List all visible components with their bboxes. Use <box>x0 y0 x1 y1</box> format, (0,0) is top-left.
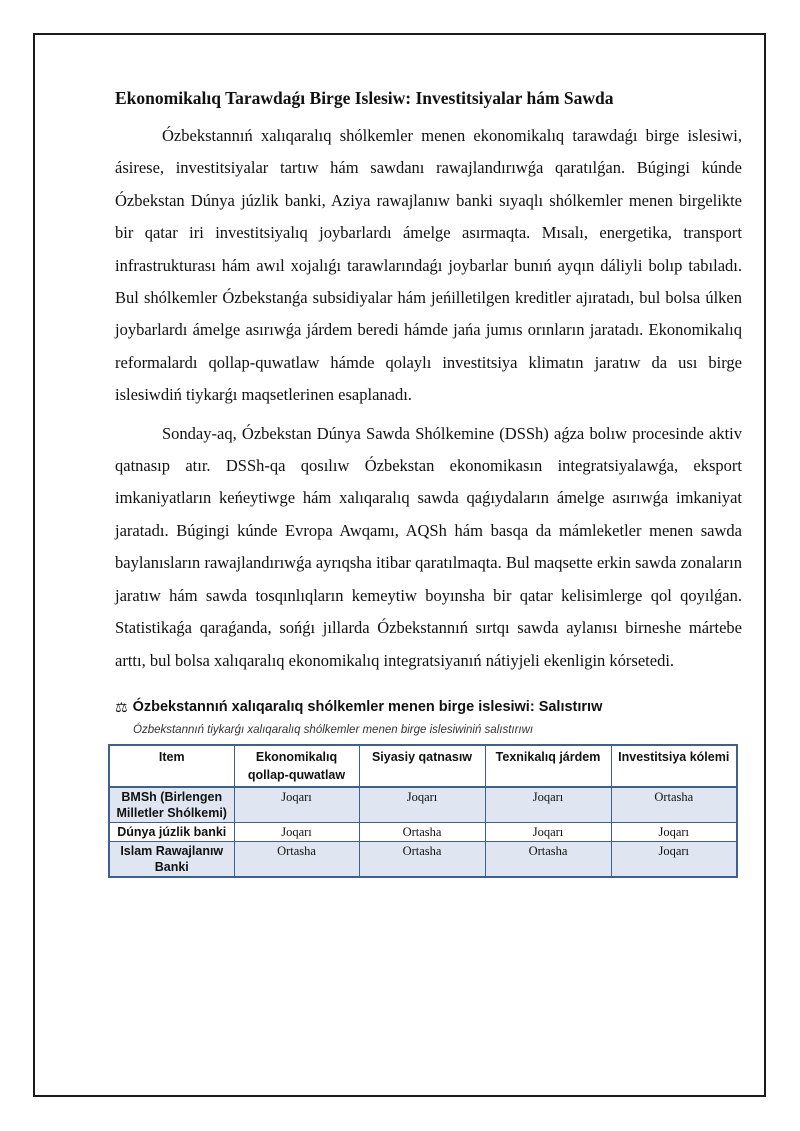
document-body <box>115 84 742 878</box>
paragraph-trade: Sonday-aq, Ózbekstan Dúnya Sawda Shólkemine (DSSh) aǵza bolıw procesinde aktiv qatnasıp atır. DSSh-qa qosılıw Ózbekstan ekonomikasın integratsiyalawǵa, eksport imkaniyatların keńeytiwge hám xalıqaralıq sawda qaǵıydaların ámelge asırıwǵa imkaniyat jaratadı. Búgingi kúnde Evropa Awqamı, AQSh hám basqa da mámleketler menen sawda baylanısların rawajlandırıwǵa ayrıqsha itibar qaratılmaqta. Bul maqsette erkin sawda zonaların jaratıw hám sawda tosqınlıqların kemeytiw boyınsha bir qatar kelisimlerge qol qoyılǵan. Statistikaǵa qaraǵanda, sońǵı jıllarda Ózbekstannıń sırtqı sawda aylanısı birneshe mártebe arttı, bul bolsa xalıqaralıq ekonomikalıq integratsiyanıń nátiyjeli ekenligin kórsetedi. <box>115 423 742 670</box>
table-cell: Ortasha <box>485 841 611 877</box>
row-header-cell: Islam Rawajlanıw Banki <box>109 841 234 877</box>
table-cell: Ortasha <box>234 841 359 877</box>
table-cell: Joqarı <box>485 787 611 823</box>
comparison-caption: Ózbekstannıń tiykarǵı xalıqaralıq shólkemler menen birge islesiwiniń salıstırıwı <box>133 723 534 736</box>
table-cell: Ortasha <box>611 787 737 823</box>
paragraph-investments: Ózbekstannıń xalıqaralıq shólkemler menen ekonomikalıq tarawdaǵı birge islesiwi, ásirese, investitsiyalar tartıw hám sawdanı rawajlandırıwǵa qaratılǵan. Búgingi kúnde Ózbekstan Dúnya júzlik banki, Aziya rawajlanıw banki sıyaqlı shólkemler menen birgelikte bir qatar iri investitsiyalıq joybarlardı ámelge asırmaqta. Mısalı, energetika, transport infrastrukturası hám awıl xojalıǵı tarawlarındaǵı joybarlar bunıń ayqın dáliyli bolıp tabıladı. Bul shólkemler Ózbekstanǵa subsidiyalar hám jeńilletilgen kreditler ajıratadı, bul bolsa úlken joybarlardı ámelge asırıwǵa járdem beredi hámde jańa jumıs orınların jaratadı. Ekonomikalıq reformalardı qollap-quwatlaw hámde qolaylı investitsiya klimatın jaratıw da usı birge islesiwdiń tiykarǵı maqsetlerinen esaplanadı. <box>115 126 742 405</box>
table-row <box>109 841 737 877</box>
table-cell: Joqarı <box>611 822 737 841</box>
table-cell: Joqarı <box>359 787 485 823</box>
table-header-row <box>109 745 737 787</box>
table-row <box>109 787 737 823</box>
table-cell: Ortasha <box>359 822 485 841</box>
column-header: Texnikalıq járdem <box>485 745 611 787</box>
table-cell: Joqarı <box>611 841 737 877</box>
row-header-cell: Dúnya júzlik banki <box>109 822 234 841</box>
row-header-cell: BMSh (Birlengen Milletler Shólkemi) <box>109 787 234 823</box>
table-cell: Ortasha <box>359 841 485 877</box>
table-cell: Joqarı <box>234 822 359 841</box>
table-row <box>109 822 737 841</box>
table-cell: Joqarı <box>234 787 359 823</box>
table-cell: Joqarı <box>485 822 611 841</box>
document-title: Ekonomikalıq Tarawdaǵı Birge Islesiw: Investitsiyalar hám Sawda <box>115 88 614 108</box>
column-header: Item <box>109 745 234 787</box>
column-header: Siyasiy qatnasıw <box>359 745 485 787</box>
column-header: Ekonomikalıq qollap-quwatlaw <box>234 745 359 787</box>
balance-scale-icon: ⚖ <box>115 698 128 715</box>
comparison-title-text: Ózbekstannıń xalıqaralıq shólkemler menen birge islesiwi: Salıstırıw <box>132 699 603 716</box>
comparison-title <box>115 699 742 716</box>
comparison-table <box>108 744 738 878</box>
column-header: Investitsiya kólemi <box>611 745 737 787</box>
